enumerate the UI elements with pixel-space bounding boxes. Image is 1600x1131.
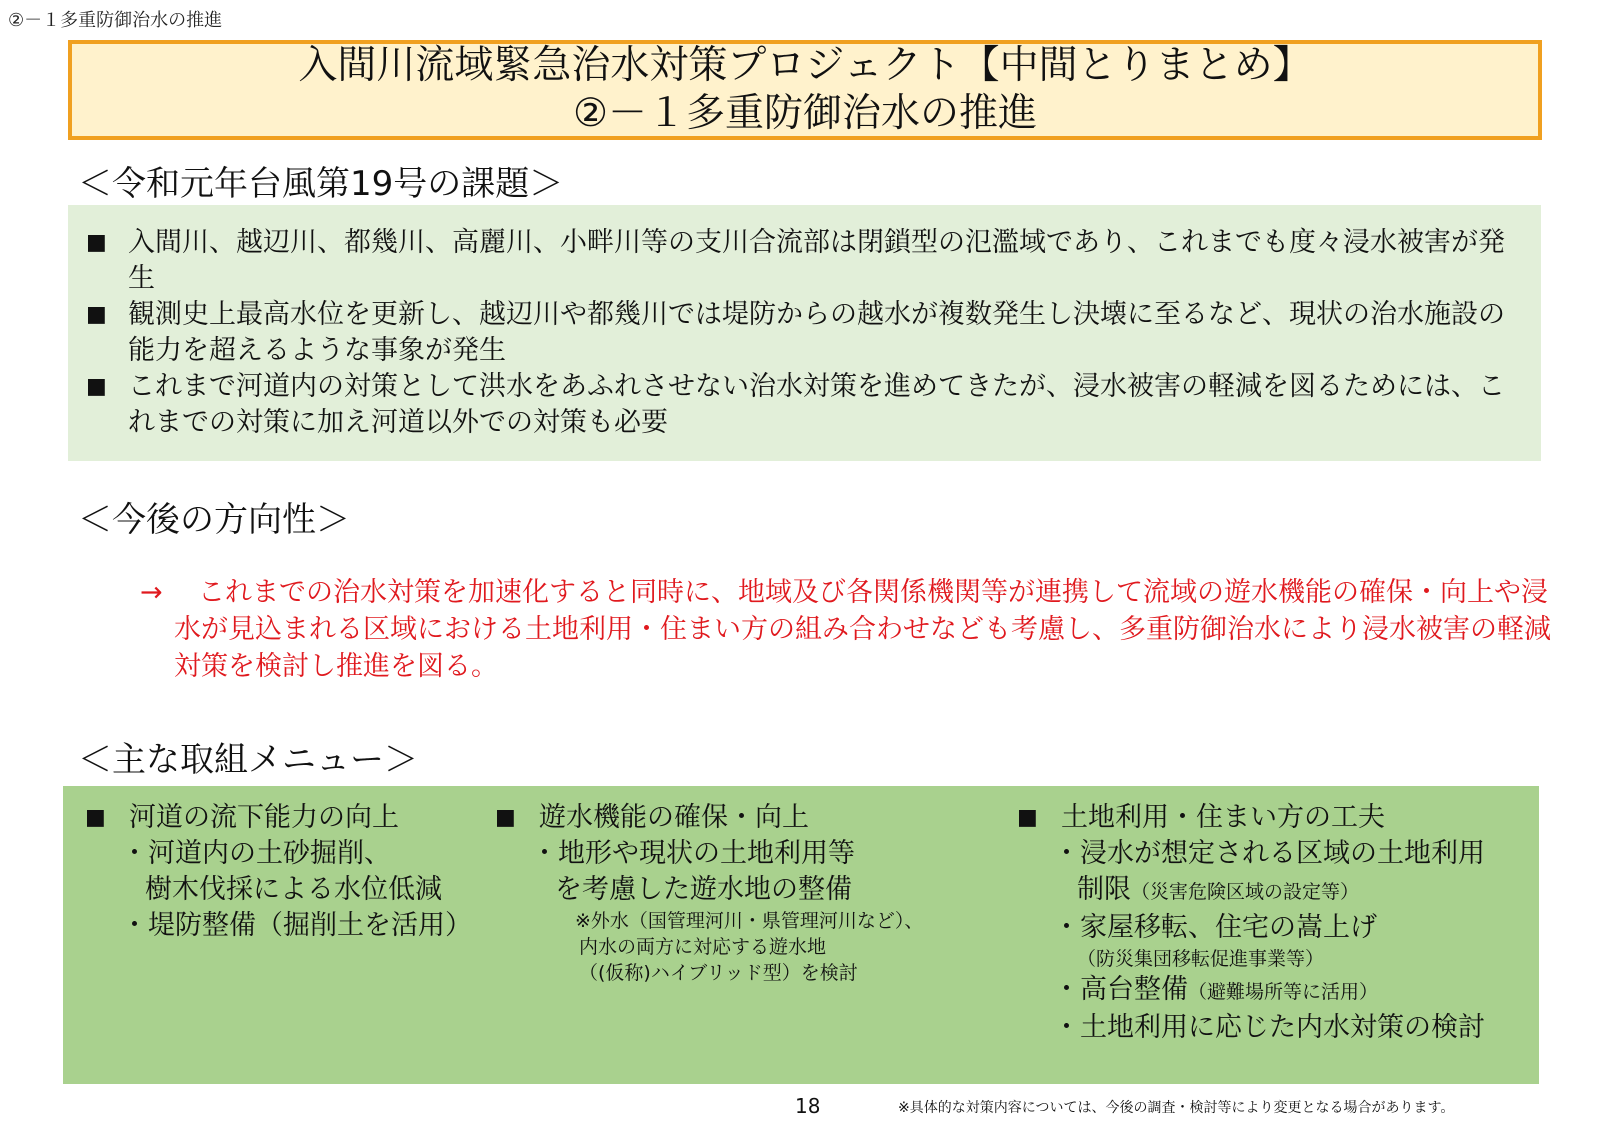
menu-item-continued: 樹木伐採による水位低減 (145, 874, 442, 905)
menu-heading: ＜主な取組メニュー＞ (78, 740, 418, 780)
direction-text: これまでの治水対策を加速化すると同時に、地域及び各関係機関等が連携して流域の遊水機能の確保・向上や浸水が見込まれる区域における土地利用・住まい方の組み合わせなども考慮し、多重防御治水により浸水被害の軽減対策を検討し推進を図る。 (174, 577, 1551, 682)
menu-column-title (1017, 800, 1537, 836)
issue-text: 観測史上最高水位を更新し、越辺川や都幾川では堤防からの越水が複数発生し決壊に至るなど、現状の治水施設の能力を超えるような事象が発生 (128, 299, 1505, 366)
issue-text: これまで河道内の対策として洪水をあふれさせない治水対策を進めてきたが、浸水被害の軽減を図るためには、これまでの対策に加え河道以外での対策も必要 (128, 371, 1505, 438)
menu-column-landuse (1017, 800, 1537, 1046)
menu-column-channel (85, 800, 505, 944)
menu-column-retention (495, 800, 1065, 986)
menu-note: （(仮称)ハイブリッド型）を検討 (579, 962, 858, 984)
square-bullet-icon: ■ (495, 805, 516, 830)
direction-heading: ＜今後の方向性＞ (78, 500, 350, 540)
menu-item: ・河道内の土砂掘削、 (121, 838, 391, 869)
menu-item: ・家屋移転、住宅の嵩上げ (1053, 912, 1377, 943)
footer-disclaimer: ※具体的な対策内容については、今後の調査・検討等により変更となる場合があります。 (898, 1100, 1455, 1116)
list-item (86, 369, 1521, 441)
corner-label: ②－１多重防御治水の推進 (8, 10, 223, 31)
menu-item (1017, 972, 1537, 1010)
issues-box (68, 205, 1541, 461)
menu-item: ・地形や現状の土地利用等 (531, 838, 855, 869)
menu-title-text: 土地利用・住まい方の工夫 (1061, 802, 1385, 833)
arrow-icon: → (140, 577, 163, 608)
menu-item-note: （防災集団移転促進事業等） (1077, 948, 1325, 970)
menu-item-note: （災害危険区域の設定等） (1131, 881, 1360, 903)
direction-text-block (140, 574, 1554, 685)
menu-title-text: 遊水機能の確保・向上 (539, 802, 809, 833)
menu-item-continued (1017, 872, 1537, 910)
issues-heading: ＜令和元年台風第19号の課題＞ (78, 164, 564, 204)
menu-item-text: ・高台整備 (1053, 974, 1188, 1005)
list-item (86, 225, 1521, 297)
menu-note: 内水の両方に対応する遊水地 (579, 936, 827, 958)
menu-item-text: 制限 (1077, 874, 1131, 905)
menu-title-text: 河道の流下能力の向上 (129, 802, 399, 833)
menu-column-title (85, 800, 505, 836)
issue-text: 入間川、越辺川、都幾川、高麗川、小畔川等の支川合流部は閉鎖型の氾濫域であり、これまでも度々浸水被害が発生 (128, 227, 1505, 294)
menu-item-continued: を考慮した遊水地の整備 (555, 874, 852, 905)
menu-item: ・浸水が想定される区域の土地利用 (1053, 838, 1485, 869)
menu-box (63, 786, 1539, 1084)
menu-item-note: （避難場所等に活用） (1188, 981, 1379, 1003)
menu-item: ・堤防整備（掘削土を活用） (121, 910, 472, 941)
page-number: 18 (795, 1094, 821, 1118)
menu-item: ・土地利用に応じた内水対策の検討 (1053, 1012, 1485, 1043)
square-bullet-icon: ■ (86, 302, 107, 327)
square-bullet-icon: ■ (85, 805, 106, 830)
list-item (86, 297, 1521, 369)
square-bullet-icon: ■ (86, 230, 107, 255)
menu-note: ※外水（国管理河川・県管理河川など）、 (575, 910, 924, 932)
page-title: 入間川流域緊急治水対策プロジェクト【中間とりまとめ】 (298, 43, 1312, 88)
page-subtitle: ②－１多重防御治水の推進 (573, 91, 1037, 136)
title-box (68, 40, 1542, 140)
square-bullet-icon: ■ (1017, 805, 1038, 830)
square-bullet-icon: ■ (86, 374, 107, 399)
menu-column-title (495, 800, 1065, 836)
